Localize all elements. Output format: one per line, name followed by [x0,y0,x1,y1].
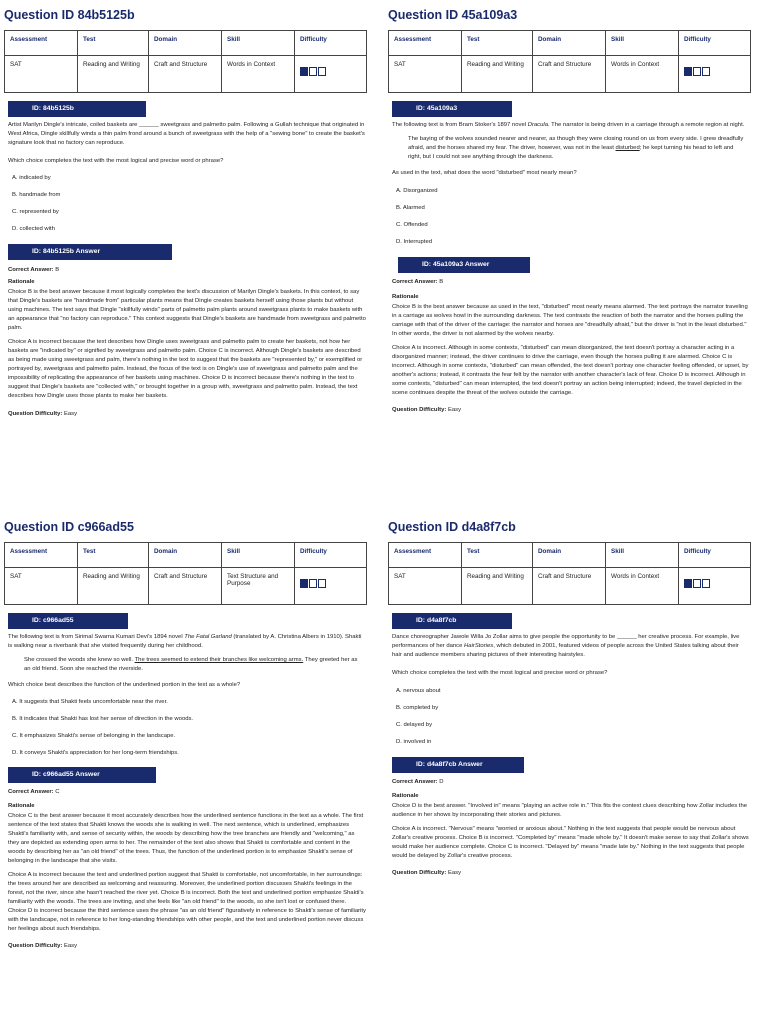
difficulty-value [295,56,367,93]
choice-d: D. It conveys Shakti's appreciation for her long-term friendships. [12,750,179,756]
answer-id-bar: ID: 84b5125b Answer [8,244,172,260]
rationale-paragraph: Choice A is incorrect. Although in some contexts, "disturbed" can mean disorganized, the text doesn't portray a character acting in a disorganized manner; instead, the driver continues to drive the carriage, even though the horses pulling it are alarmed. Choice C is incorrect. Although in some contexts, "disturbed" can mean offended, the text doesn't portray one character feeling offended, or upset, by another's actions; instead, it contrasts the fear felt by the narrator with another character's lack of fear. Choice D is incorrect. Although in some contexts, "disturbed" can mean interrupted, the text doesn't portray an action being interrupted; indeed, the travel depicted in the scene continues despite the threat of the wolves outside the carriage. [392,345,749,396]
choice-b: B. handmade from [12,192,61,198]
domain-header: Domain [149,543,222,568]
skill-header: Skill [222,543,295,568]
question-difficulty: Question Difficulty: Easy [8,943,78,949]
rationale-heading: Rationale [392,793,419,799]
rationale-heading: Rationale [392,294,419,300]
question-stem: Which choice best describes the function of the underlined portion in the text as a whole? [8,682,241,688]
rationale-paragraph: Choice A is incorrect. "Nervous" means "worried or anxious about." Nothing in the text suggests that people would be nervous about Zollar's creative process. Choice B is incorrect. "Completed by" means "made whole by." It doesn't make sense to say that Zollar's shows would make her audience complete. Choice C is incorrect. "Delayed by" means "made late by." Nothing in the text suggests that people would be delayed by Zollar's creative process. [392,826,749,859]
assessment-value: SAT [389,568,462,605]
question-id-bar: ID: 84b5125b [8,101,146,117]
question-prompt: The following text is from Bram Stoker's 1897 novel Dracula. The narrator is being driven in a carriage through a remote region at night. [392,122,745,128]
question-id-bar: ID: d4a8f7cb [392,613,512,629]
question-panel-c966ad55 [4,518,372,955]
choice-c: C. Offended [396,222,428,228]
test-header: Test [462,31,533,56]
domain-value: Craft and Structure [149,56,222,93]
question-stem: As used in the text, what does the word "disturbed" most nearly mean? [392,170,577,176]
rationale-heading: Rationale [8,279,35,285]
choice-c: C. represented by [12,209,59,215]
assessment-header: Assessment [5,543,78,568]
difficulty-value [679,56,751,93]
difficulty-header: Difficulty [679,543,751,568]
test-header: Test [78,543,149,568]
choice-a: A. nervous about [396,688,441,694]
question-difficulty: Question Difficulty: Easy [392,870,462,876]
correct-answer: Correct Answer: B [8,267,60,273]
test-value: Reading and Writing [462,56,533,93]
difficulty-header: Difficulty [679,31,751,56]
correct-answer: Correct Answer: D [392,779,444,785]
question-id-bar: ID: 45a109a3 [392,101,512,117]
domain-value: Craft and Structure [533,568,606,605]
rationale-paragraph: Choice B is the best answer because as used in the text, "disturbed" most nearly means alarmed. The text portrays the narrator traveling in a carriage as wolves howl in the surrounding darkness. The text contrasts the reaction of both the narrator and the horses pulling the carriage with that of the driver of the carriage: the narrator and horses are "dreadfully afraid," but the driver is "not in the least disturbed." In other words, the driver is not alarmed by the wolves nearby. [392,304,748,337]
question-meta-table [388,30,751,93]
correct-answer: Correct Answer: C [8,789,60,795]
choice-b: B. Alarmed [396,205,425,211]
choice-b: B. It indicates that Shakti has lost her sense of direction in the woods. [12,716,194,722]
difficulty-value [679,568,751,605]
question-stem: Which choice completes the text with the most logical and precise word or phrase? [392,670,608,676]
test-value: Reading and Writing [462,568,533,605]
assessment-value: SAT [5,568,78,605]
choice-c: C. It emphasizes Shakti's sense of belonging in the landscape. [12,733,176,739]
question-meta-table [4,542,367,605]
question-panel-d4a8f7cb [388,518,756,882]
answer-id-bar: ID: d4a8f7cb Answer [392,757,524,773]
difficulty-meter-icon [684,67,711,78]
question-meta-table [4,30,367,93]
assessment-value: SAT [5,56,78,93]
question-title: Question ID c966ad55 [4,520,134,534]
correct-answer: Correct Answer: B [392,279,444,285]
domain-header: Domain [149,31,222,56]
domain-header: Domain [533,543,606,568]
rationale-paragraph: Choice A is incorrect because the text describes how Dingle uses sweetgrass and palmetto palm to create her baskets, not how her baskets are "indicated by" or signified by sweetgrass and palmetto palm. Choice C is incorrect. Although Dingle's baskets are described as being made using sweetgrass and palm, there's nothing in the text to suggest that the baskets are "represented by," or exemplified or portrayed by, sweetgrass and palmetto palm. Instead, the focus of the text is on Dingle's use of sweetgrass and palmetto palm and the impossibility of replicating the appearance of her baskets using machines. Choice D is incorrect because there's nothing in the text to suggest that Dingle's baskets are "collected with," or brought together in a group with, sweetgrass and palmetto palm. Instead, the text describes how Dingle uses those plants to make her baskets. [8,339,363,399]
choice-d: D. Interrupted [396,239,433,245]
question-title: Question ID d4a8f7cb [388,520,516,534]
question-prompt: Artist Marilyn Dingle's intricate, coiled baskets are ______ sweetgrass and palmetto palm. Following a Gullah technique that originated in West Africa, Dingle skillfully winds a thin palm frond around a bunch of sweetgrass with the help of a "sewing bone" to create the basket's signature look that no factory can reproduce. [8,122,365,146]
answer-id-bar: ID: 45a109a3 Answer [398,257,530,273]
choice-d: D. collected with [12,226,55,232]
difficulty-meter-icon [300,67,327,78]
question-prompt: The following text is from Sirimal Swarna Kumari Devi's 1894 novel The Fatal Garland (translated by A. Christina Albers in 1910). Shakti is walking near a riverbank that she visited frequently during her childhood. [8,634,362,649]
question-meta-table [388,542,751,605]
difficulty-meter-icon [300,579,327,590]
passage-quote: She crossed the woods she knew so well. The trees seemed to extend their branches like welcoming arms. They greeted her as an old friend. Soon she reached the riverside. [24,657,358,672]
difficulty-header: Difficulty [295,543,367,568]
choice-a: A. indicated by [12,175,51,181]
test-value: Reading and Writing [78,568,149,605]
skill-value: Text Structure and Purpose [222,568,295,605]
test-header: Test [78,31,149,56]
question-difficulty: Question Difficulty: Easy [392,407,462,413]
answer-id-bar: ID: c966ad55 Answer [8,767,156,783]
skill-header: Skill [606,543,679,568]
assessment-header: Assessment [5,31,78,56]
skill-header: Skill [606,31,679,56]
test-value: Reading and Writing [78,56,149,93]
choice-a: A. Disorganized [396,188,438,194]
domain-header: Domain [533,31,606,56]
assessment-header: Assessment [389,543,462,568]
rationale-paragraph: Choice D is the best answer. "Involved in" means "playing an active role in." This fits the context clues describing how Zollar includes the audience in her shows by incorporating their stories and pictures. [392,803,747,818]
skill-value: Words in Context [222,56,295,93]
choice-c: C. delayed by [396,722,433,728]
choice-d: D. involved in [396,739,432,745]
difficulty-value [295,568,367,605]
choice-b: B. completed by [396,705,439,711]
question-id-bar: ID: c966ad55 [8,613,128,629]
domain-value: Craft and Structure [533,56,606,93]
passage-quote: The baying of the wolves sounded nearer and nearer, as though they were closing round on us from every side. I grew dreadfully afraid, and the horses shared my fear. The driver, however, was not in the least disturbed; he kept turning his head to left and right, but I could not see anything through the darkness. [408,136,744,160]
question-title: Question ID 84b5125b [4,8,135,22]
difficulty-meter-icon [684,579,711,590]
assessment-header: Assessment [389,31,462,56]
skill-header: Skill [222,31,295,56]
question-panel-45a109a3 [388,6,756,419]
skill-value: Words in Context [606,56,679,93]
rationale-paragraph: Choice A is incorrect because the text and underlined portion suggest that Shakti is comfortable, not uncomfortable, in her surroundings: the trees around her are described as welcoming and reassuring. Moreover, the underlined portion discusses Shakti's feelings in the forest, not the river, since she hasn't reached the river yet. Choice B is incorrect. Both the text and underlined portion emphasize Shakti's familiarity with the woods. The trees are inviting, and she feels like "an old friend" to the woods, so she isn't lost or confused there. Choice D is incorrect because the third sentence uses the phrase "as an old friend" figuratively in reference to Shakti's sense of familiarity with the landscape, not in reference to her long-standing friendships with other people, and the text and underlined portion never discuss her feelings about such friendships. [8,872,366,932]
question-prompt: Dance choreographer Jawole Willa Jo Zollar aims to give people the opportunity to be ______ her creative process. For example, live performances of her dance HairStories, which debuted in 2001, featured videos of people across the United States talking about their hair and audience members sharing pictures of their interesting hairstyles. [392,634,740,658]
domain-value: Craft and Structure [149,568,222,605]
choice-a: A. It suggests that Shakti feels uncomfortable near the river. [12,699,168,705]
question-title: Question ID 45a109a3 [388,8,518,22]
difficulty-header: Difficulty [295,31,367,56]
question-panel-84b5125b [4,6,372,423]
rationale-paragraph: Choice B is the best answer because it most logically completes the text's discussion of Marilyn Dingle's baskets. In this context, to say that Dingle's baskets are "handmade from" particular plants means that Dingle creates baskets herself using those plants but without using machines. The text says that Dingle "skillfully winds" parts of palmetto palm plants around sweetgrass plants to make baskets with an appearance that "no factory can reproduce." This context suggests that Dingle's baskets are handmade from sweetgrass and palmetto palm. [8,289,366,331]
rationale-heading: Rationale [8,803,35,809]
test-header: Test [462,543,533,568]
rationale-paragraph: Choice C is the best answer because it most accurately describes how the underlined sentence functions in the text as a whole. The first sentence of the text states that Shakti knows the woods she is walking in well. The next sentence, which is underlined, emphasizes Shakti's familiarity with, and sense of security within, the woods by describing how the tree branches are friendly and "welcoming," as they are depicted as extending open arms to her. The remainder of the text also shows that Shakti is comfortable and content in the woods by describing her as "an old friend" of the trees. Thus, the function of the underlined portion is to emphasize Shakti's sense of belonging in the landscape that she visits. [8,813,364,864]
assessment-value: SAT [389,56,462,93]
skill-value: Words in Context [606,568,679,605]
question-difficulty: Question Difficulty: Easy [8,411,78,417]
question-stem: Which choice completes the text with the most logical and precise word or phrase? [8,158,224,164]
